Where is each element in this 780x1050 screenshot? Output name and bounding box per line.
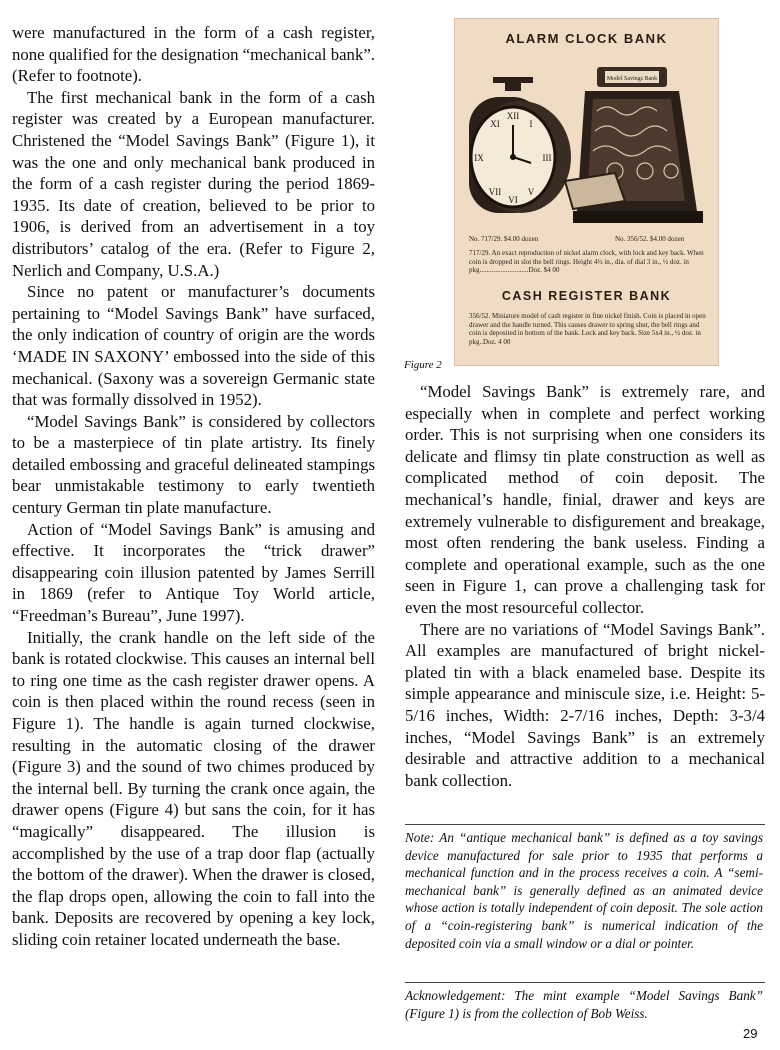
paragraph: were manufactured in the form of a cash register, none qualified for the designation “mechanical bank”. (Refer to footnote).	[12, 23, 375, 86]
figure-subtitle: CASH REGISTER BANK	[501, 289, 672, 303]
divider	[405, 824, 765, 825]
paragraph: Initially, the crank handle on the left side of the bank is rotated clockwise. This causes an internal bell to ring one time as the cash register drawer opens. A coin is then placed within the round recess (seen in Figure 1). The handle is again turned clockwise, resulting in the automatic closing of the drawer (Figure 3) and the sound of two chimes produced by the internal bell. By turning the crank once again, the drawer opens (Figure 4) but sans the coin, for it has “magically” disappeared. The illusion is accomplished by the use of a trap door flap (actually the bottom of the drawer). When the drawer is closed, the flap drops open, allowing the coin to fall into the bank. Deposits are recovered by opening a key lock, sliding coin retainer located underneath the base.	[12, 627, 375, 949]
alarm-clock-description: 717/29. An exact reproduction of nickel alarm clock, with lock and key back. When coin is dropped in slot the bell rings. Height 4½ in., dia. of dial 3 in., ½ doz. in pkg............................Doz. $4 00	[469, 249, 704, 275]
paragraph: There are no variations of “Model Savings Bank”. All examples are manufactured of bright nickel-plated tin with a black enameled base. Despite its simple appearance and miniscule size, i.e. Height: 5-5/16 inches, Width: 2-7/16 inches, Depth: 3-3/4 inches, “Model Savings Bank” is an extremely desirable and attractive addition to a mechanical bank collection.	[405, 619, 765, 790]
figure-label: Figure 2	[404, 359, 442, 371]
acknowledgement: Acknowledgement: The mint example “Model Savings Bank” (Figure 1) is from the collection of Bob Weiss.	[405, 988, 763, 1021]
svg-text:XI: XI	[490, 119, 500, 129]
catalog-figure	[454, 18, 719, 366]
paragraph: The first mechanical bank in the form of a cash register was created by a European manufacturer. Christened the “Model Savings Bank” (Figure 1), it was the one and only mechanical bank produced in the form of a cash register during the period 1869-1935. Its date of creation, believed to be prior to 1906, is derived from an advertisement in a toy distributors’ catalog of the era. (Refer to Figure 2, Nerlich and Company, U.S.A.)	[12, 87, 375, 280]
cash-register-illustration	[565, 67, 703, 223]
paragraph: “Model Savings Bank” is considered by collectors to be a masterpiece of tin plate artistry. Its finely detailed embossing and graceful delineated stampings bear unmistakable testimony to early twentieth century German tin plate manufacture.	[12, 411, 375, 518]
page-number: 29	[743, 1026, 758, 1041]
paragraph: Action of “Model Savings Bank” is amusing and effective. It incorporates the “trick drawer” disappearing coin illusion patented by James Serrill in 1869 (refer to Antique Toy World article, “Freedman’s Bureau”, June 1997).	[12, 519, 375, 626]
svg-text:XII: XII	[506, 111, 520, 121]
figure-caption-right: No. 356/52. $4.00 dozen	[615, 235, 685, 243]
paragraph: “Model Savings Bank” is extremely rare, and especially when in complete and perfect working order. This is not surprising when one considers its delicate and flimsy tin plate construction as well as complicated method of coin deposit. The mechanical’s handle, finial, drawer and keys are extremely vulnerable to disfigurement and breakage, most often rendering the bank useless. Finding a complete and operational example, such as the one seen in Figure 1, can prove a challenging task for even the most resourceful collector.	[405, 382, 765, 617]
svg-text:III: III	[542, 153, 552, 163]
svg-text:VI: VI	[508, 195, 518, 205]
divider	[405, 982, 765, 983]
paragraph: Since no patent or manufacturer’s documents pertaining to “Model Savings Bank” have surfaced, the only indication of country of origin are the words ‘MADE IN SAXONY’ embossed into the side of this mechanical. (Saxony was a sovereign Germanic state that was formally dissolved in 1952).	[12, 282, 375, 410]
right-column	[405, 381, 765, 791]
svg-text:IX: IX	[474, 153, 484, 163]
figure-caption-left: No. 717/29. $4.00 dozen	[469, 235, 539, 243]
svg-text:VII: VII	[488, 187, 502, 197]
svg-text:I: I	[529, 119, 533, 129]
footnote: Note: An “antique mechanical bank” is defined as a toy savings device manufactured for sale prior to 1935 that performs a mechanical function and in the process receives a coin. A “semi-mechanical bank” is generally defined as an animated device whose action is totally independent of coin deposit. The sole action of a “coin-registering bank” is numerical indication of the deposited coin via a small window or a dial or pointer.	[405, 830, 763, 951]
svg-text:V: V	[527, 187, 535, 197]
register-sign: Model Savings Bank	[606, 76, 658, 82]
figure-illustration	[465, 51, 708, 233]
alarm-clock-illustration	[469, 77, 571, 213]
cash-register-description: 356/52. Miniature model of cash register in fine nickel finish. Coin is placed in open drawer and the handle turned. This causes drawer to spring shut, the bell rings and coin is deposited in bottom of the bank. Lock and key back. Size 5x4 in., ½ doz. in pkg..Doz. 4 00	[469, 312, 706, 346]
left-column	[12, 22, 375, 951]
figure-title: ALARM CLOCK BANK	[505, 31, 668, 46]
